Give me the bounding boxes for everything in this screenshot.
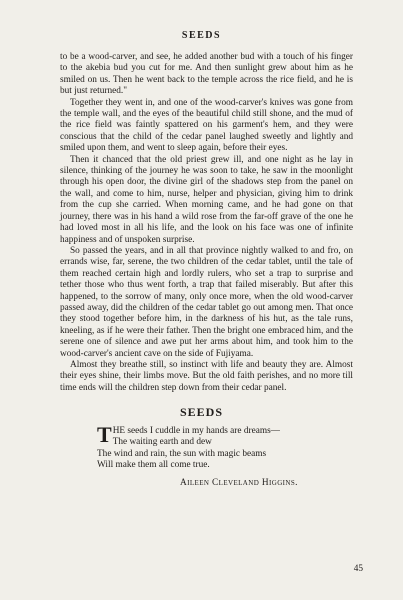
poem-author: Aileen Cleveland Higgins. [180, 478, 298, 488]
story-paragraph-5: Almost they breathe still, so instinct with life and beauty they are. Almost their eyes shine, their limbs move. But the old faith perishes, and no more till time ends will the children step down from their cedar panel. [60, 359, 353, 393]
story-paragraph-1: to be a wood-carver, and see, he added another bud with a touch of his finger to the akebia bud you cut for me. And then sunlight grew about him as he smiled on us. Then he went back to the temple across the rice field, and he is but just returned." [60, 52, 353, 97]
story-text [60, 52, 353, 394]
poem-dropcap: T [97, 422, 112, 447]
poem-title: SEEDS [179, 405, 224, 419]
running-head: SEEDS [181, 30, 222, 41]
poem [97, 422, 367, 472]
page-number: 45 [353, 564, 363, 574]
story-paragraph-3: Then it chanced that the old priest grew ill, and one night as he lay in silence, thinking of the journey he was soon to take, he saw in the moonlight through his open door, the divine girl of the shadows step from the panel on the wall, and come to him, nurse, helper and physician, giving him to drink from the cup she carried. When morning came, and he had gone on that journey, there was in his hand a wild rose from the far-off grave of the one he had loved most in all his life, and the look on his face was one of infinite happiness and of unspoken surprise. [60, 154, 353, 245]
poem-line-3: The wind and rain, the sun with magic beams [97, 448, 267, 459]
poem-first-line: HE seeds I cuddle in my hands are dreams— [112, 426, 280, 436]
poem-line-4: Will make them all come true. [97, 460, 210, 471]
story-paragraph-2: Together they went in, and one of the wood-carver's knives was gone from the temple wall, and the eyes of the beautiful child still shone, and the mud of the rice field was faintly spattered on his garment's hem, and they were conscious that the child of the cedar panel laughed sweetly and lightly and smiled upon them, and went to sleep again, before their eyes. [60, 97, 353, 154]
story-paragraph-4: So passed the years, and in all that province nightly walked to and fro, on errands wise, far, serene, the two children of the cedar tablet, until the tale of them reached certain high and lordly rulers, who set a trap to surprise and tether those who thus went forth, a trap that failed miserably. But after this happened, to the sorrow of many, only once more, when the old wood-carver passed away, did the children of the cedar tablet go out among men. That once they stood together before him, in the darkness of his hut, as the tale runs, kneeling, as if he were their father. Then the bright one embraced him, and the serene one of silence and awe put her arms about him, and took him to the wood-carver's ancient cave on the side of Fujiyama. [60, 245, 353, 359]
poem-line-2: The waiting earth and dew [112, 437, 212, 448]
